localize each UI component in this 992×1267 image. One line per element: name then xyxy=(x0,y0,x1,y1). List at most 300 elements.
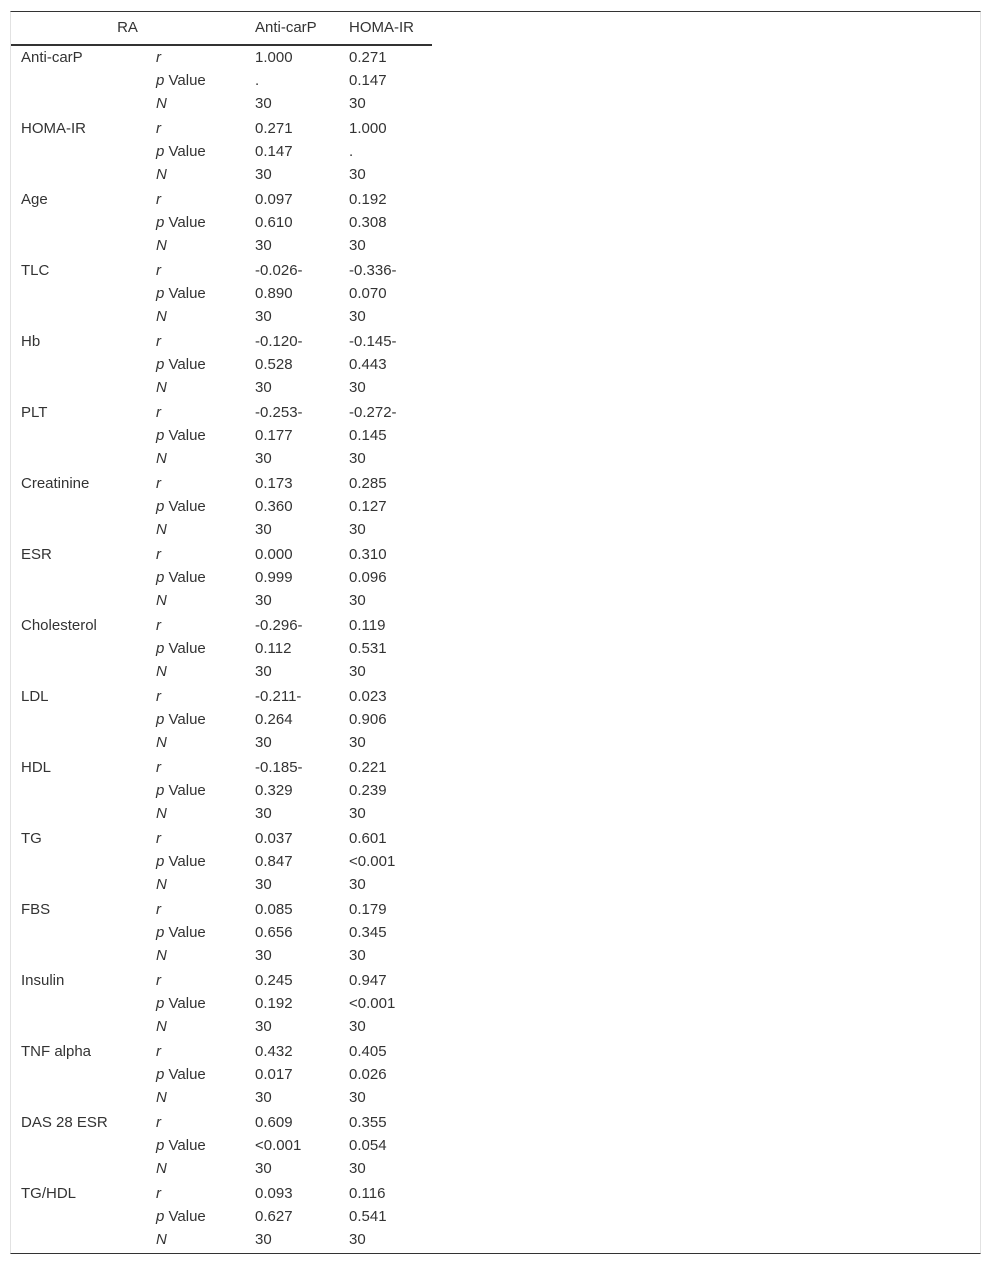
stat-label xyxy=(156,1040,161,1063)
homa-ir-value: 30 xyxy=(349,1018,366,1035)
stat-label xyxy=(156,69,206,92)
table-row xyxy=(11,969,980,992)
variable-group xyxy=(11,330,980,401)
table-row xyxy=(11,447,980,470)
homa-ir-value: 0.405 xyxy=(349,1043,387,1060)
table-body xyxy=(11,46,980,1253)
header-ra: RA xyxy=(117,19,138,36)
anti-carp-value: 0.192 xyxy=(255,995,293,1012)
table-row xyxy=(11,802,980,825)
homa-ir-value: <0.001 xyxy=(349,995,396,1012)
homa-ir-value: 30 xyxy=(349,1231,366,1248)
stat-p-label: p xyxy=(156,995,165,1012)
stat-p-suffix: Value xyxy=(164,1208,206,1225)
anti-carp-value: 0.037 xyxy=(255,830,293,847)
homa-ir-value: -0.272- xyxy=(349,404,397,421)
anti-carp-value: . xyxy=(255,72,260,89)
stat-r-label: r xyxy=(156,475,161,492)
table-row xyxy=(11,424,980,447)
stat-n-label: N xyxy=(156,805,167,822)
table-row xyxy=(11,637,980,660)
anti-carp-value: 0.656 xyxy=(255,924,293,941)
homa-ir-value: 0.070 xyxy=(349,285,387,302)
anti-carp-value: 0.097 xyxy=(255,191,293,208)
homa-ir-value: 0.308 xyxy=(349,214,387,231)
stat-label xyxy=(156,401,161,424)
stat-n-label: N xyxy=(156,237,167,254)
anti-carp-value: 0.432 xyxy=(255,1043,293,1060)
homa-ir-value: 30 xyxy=(349,308,366,325)
stat-p-suffix: Value xyxy=(164,143,206,160)
stat-label xyxy=(156,1063,206,1086)
anti-carp-value: 0.173 xyxy=(255,475,293,492)
anti-carp-value: 1.000 xyxy=(255,49,293,66)
table-row xyxy=(11,305,980,328)
stat-p-label: p xyxy=(156,711,165,728)
table-row xyxy=(11,1228,980,1251)
variable-group xyxy=(11,898,980,969)
stat-p-label: p xyxy=(156,569,165,586)
homa-ir-value: 0.443 xyxy=(349,356,387,373)
homa-ir-value: 30 xyxy=(349,947,366,964)
anti-carp-value: 30 xyxy=(255,734,272,751)
stat-n-label: N xyxy=(156,379,167,396)
stat-r-label: r xyxy=(156,262,161,279)
stat-label xyxy=(156,589,167,612)
variable-group xyxy=(11,117,980,188)
homa-ir-value: 0.179 xyxy=(349,901,387,918)
variable-name: Anti-carP xyxy=(21,49,83,66)
anti-carp-value: 0.847 xyxy=(255,853,293,870)
stat-p-suffix: Value xyxy=(164,569,206,586)
homa-ir-value: 30 xyxy=(349,521,366,538)
stat-label xyxy=(156,827,161,850)
table-row xyxy=(11,921,980,944)
homa-ir-value: <0.001 xyxy=(349,853,396,870)
table-row xyxy=(11,211,980,234)
stat-label xyxy=(156,1205,206,1228)
stat-label xyxy=(156,850,206,873)
anti-carp-value: 0.890 xyxy=(255,285,293,302)
stat-label xyxy=(156,330,161,353)
anti-carp-value: 0.093 xyxy=(255,1185,293,1202)
homa-ir-value: 0.531 xyxy=(349,640,387,657)
table-row xyxy=(11,353,980,376)
anti-carp-value: 30 xyxy=(255,1160,272,1177)
anti-carp-value: 30 xyxy=(255,1018,272,1035)
stat-p-suffix: Value xyxy=(164,356,206,373)
anti-carp-value: 30 xyxy=(255,876,272,893)
anti-carp-value: 30 xyxy=(255,237,272,254)
table-row xyxy=(11,518,980,541)
variable-group xyxy=(11,188,980,259)
variable-name: TLC xyxy=(21,262,50,279)
homa-ir-value: 0.119 xyxy=(349,617,386,634)
anti-carp-value: -0.026- xyxy=(255,262,303,279)
stat-label xyxy=(156,1228,167,1251)
anti-carp-value: <0.001 xyxy=(255,1137,302,1154)
homa-ir-value: 0.906 xyxy=(349,711,387,728)
correlation-table xyxy=(10,11,981,1254)
stat-r-label: r xyxy=(156,120,161,137)
stat-p-label: p xyxy=(156,285,165,302)
stat-p-label: p xyxy=(156,853,165,870)
stat-label xyxy=(156,92,167,115)
table-row xyxy=(11,472,980,495)
homa-ir-value: 0.026 xyxy=(349,1066,387,1083)
stat-r-label: r xyxy=(156,546,161,563)
stat-p-label: p xyxy=(156,782,165,799)
table-row xyxy=(11,163,980,186)
stat-label xyxy=(156,685,161,708)
homa-ir-value: -0.145- xyxy=(349,333,397,350)
table-row xyxy=(11,827,980,850)
stat-p-label: p xyxy=(156,72,165,89)
stat-p-suffix: Value xyxy=(164,72,206,89)
homa-ir-value: 0.947 xyxy=(349,972,387,989)
variable-group xyxy=(11,1111,980,1182)
table-row xyxy=(11,1205,980,1228)
anti-carp-value: 0.610 xyxy=(255,214,293,231)
variable-group xyxy=(11,472,980,543)
homa-ir-value: 0.116 xyxy=(349,1185,386,1202)
stat-r-label: r xyxy=(156,617,161,634)
stat-label xyxy=(156,259,161,282)
homa-ir-value: 30 xyxy=(349,805,366,822)
stat-label xyxy=(156,46,161,69)
stat-p-label: p xyxy=(156,143,165,160)
anti-carp-value: 30 xyxy=(255,379,272,396)
homa-ir-value: 30 xyxy=(349,237,366,254)
homa-ir-value: 0.601 xyxy=(349,830,387,847)
anti-carp-value: 0.271 xyxy=(255,120,293,137)
stat-r-label: r xyxy=(156,191,161,208)
homa-ir-value: 0.054 xyxy=(349,1137,387,1154)
table-row xyxy=(11,779,980,802)
stat-label xyxy=(156,1111,161,1134)
table-row xyxy=(11,259,980,282)
variable-name: ESR xyxy=(21,546,52,563)
variable-name: TG/HDL xyxy=(21,1185,77,1202)
anti-carp-value: 0.245 xyxy=(255,972,293,989)
anti-carp-value: 0.000 xyxy=(255,546,293,563)
stat-r-label: r xyxy=(156,49,161,66)
stat-label xyxy=(156,305,167,328)
homa-ir-value: 0.239 xyxy=(349,782,387,799)
homa-ir-value: 0.023 xyxy=(349,688,387,705)
stat-p-suffix: Value xyxy=(164,782,206,799)
stat-r-label: r xyxy=(156,830,161,847)
anti-carp-value: 30 xyxy=(255,805,272,822)
anti-carp-value: 0.017 xyxy=(255,1066,293,1083)
table-row xyxy=(11,660,980,683)
homa-ir-value: 30 xyxy=(349,592,366,609)
stat-label xyxy=(156,944,167,967)
stat-label xyxy=(156,898,161,921)
stat-n-label: N xyxy=(156,592,167,609)
table-row xyxy=(11,566,980,589)
stat-n-label: N xyxy=(156,1018,167,1035)
stat-p-label: p xyxy=(156,1137,165,1154)
table-row xyxy=(11,543,980,566)
table-row xyxy=(11,117,980,140)
stat-n-label: N xyxy=(156,734,167,751)
homa-ir-value: 0.145 xyxy=(349,427,387,444)
stat-p-suffix: Value xyxy=(164,924,206,941)
header-homa-ir: HOMA-IR xyxy=(349,19,414,36)
variable-group xyxy=(11,969,980,1040)
homa-ir-value: 0.285 xyxy=(349,475,387,492)
stat-n-label: N xyxy=(156,166,167,183)
homa-ir-value: 1.000 xyxy=(349,120,387,137)
stat-p-suffix: Value xyxy=(164,995,206,1012)
table-row xyxy=(11,756,980,779)
homa-ir-value: 0.271 xyxy=(349,49,387,66)
variable-name: HDL xyxy=(21,759,52,776)
anti-carp-value: 30 xyxy=(255,1089,272,1106)
table-row xyxy=(11,944,980,967)
homa-ir-value: 30 xyxy=(349,450,366,467)
anti-carp-value: 0.627 xyxy=(255,1208,293,1225)
stat-p-suffix: Value xyxy=(164,214,206,231)
stat-p-label: p xyxy=(156,356,165,373)
homa-ir-value: 0.221 xyxy=(349,759,387,776)
stat-label xyxy=(156,140,206,163)
stat-r-label: r xyxy=(156,404,161,421)
anti-carp-value: 0.177 xyxy=(255,427,293,444)
variable-group xyxy=(11,1040,980,1111)
stat-label xyxy=(156,637,206,660)
variable-name: LDL xyxy=(21,688,49,705)
anti-carp-value: 30 xyxy=(255,450,272,467)
anti-carp-value: 0.609 xyxy=(255,1114,293,1131)
header-anti-carp: Anti-carP xyxy=(255,19,317,36)
homa-ir-value: 0.127 xyxy=(349,498,387,515)
variable-group xyxy=(11,614,980,685)
stat-label xyxy=(156,1182,161,1205)
variable-name: Insulin xyxy=(21,972,65,989)
stat-r-label: r xyxy=(156,333,161,350)
stat-p-suffix: Value xyxy=(164,711,206,728)
anti-carp-value: 0.528 xyxy=(255,356,293,373)
stat-label xyxy=(156,163,167,186)
variable-name: FBS xyxy=(21,901,51,918)
anti-carp-value: 30 xyxy=(255,166,272,183)
table-row xyxy=(11,1157,980,1180)
anti-carp-value: 0.085 xyxy=(255,901,293,918)
stat-label xyxy=(156,472,161,495)
stat-n-label: N xyxy=(156,1231,167,1248)
stat-label xyxy=(156,447,167,470)
stat-r-label: r xyxy=(156,1043,161,1060)
homa-ir-value: 0.096 xyxy=(349,569,387,586)
anti-carp-value: 30 xyxy=(255,663,272,680)
stat-p-label: p xyxy=(156,214,165,231)
stat-p-suffix: Value xyxy=(164,1066,206,1083)
table-row xyxy=(11,234,980,257)
anti-carp-value: -0.120- xyxy=(255,333,303,350)
table-row xyxy=(11,1182,980,1205)
stat-n-label: N xyxy=(156,876,167,893)
table-row xyxy=(11,589,980,612)
stat-label xyxy=(156,117,161,140)
variable-name: Cholesterol xyxy=(21,617,97,634)
homa-ir-value: 30 xyxy=(349,734,366,751)
stat-label xyxy=(156,756,161,779)
stat-label xyxy=(156,969,161,992)
table-row xyxy=(11,992,980,1015)
variable-group xyxy=(11,1182,980,1253)
homa-ir-value: 0.147 xyxy=(349,72,387,89)
table-row xyxy=(11,850,980,873)
table-header xyxy=(11,12,432,46)
stat-label xyxy=(156,1086,167,1109)
anti-carp-value: -0.185- xyxy=(255,759,303,776)
variable-group xyxy=(11,827,980,898)
variable-name: Creatinine xyxy=(21,475,90,492)
stat-n-label: N xyxy=(156,95,167,112)
stat-label xyxy=(156,566,206,589)
anti-carp-value: -0.253- xyxy=(255,404,303,421)
table-row xyxy=(11,69,980,92)
anti-carp-value: 0.264 xyxy=(255,711,293,728)
stat-label xyxy=(156,1015,167,1038)
table-row xyxy=(11,731,980,754)
table-row xyxy=(11,376,980,399)
stat-label xyxy=(156,660,167,683)
table-row xyxy=(11,1111,980,1134)
variable-name: TG xyxy=(21,830,42,847)
table-row xyxy=(11,873,980,896)
stat-label xyxy=(156,353,206,376)
stat-label xyxy=(156,992,206,1015)
table-row xyxy=(11,495,980,518)
anti-carp-value: 30 xyxy=(255,592,272,609)
variable-group xyxy=(11,46,980,117)
stat-n-label: N xyxy=(156,947,167,964)
variable-group xyxy=(11,259,980,330)
stat-label xyxy=(156,282,206,305)
variable-name: Hb xyxy=(21,333,41,350)
stat-n-label: N xyxy=(156,1089,167,1106)
stat-r-label: r xyxy=(156,759,161,776)
stat-label xyxy=(156,543,161,566)
stat-label xyxy=(156,376,167,399)
table-row xyxy=(11,401,980,424)
anti-carp-value: 30 xyxy=(255,1231,272,1248)
stat-p-suffix: Value xyxy=(164,640,206,657)
stat-r-label: r xyxy=(156,1185,161,1202)
table-row xyxy=(11,898,980,921)
stat-r-label: r xyxy=(156,972,161,989)
stat-p-label: p xyxy=(156,1208,165,1225)
variable-group xyxy=(11,543,980,614)
table-row xyxy=(11,708,980,731)
stat-label xyxy=(156,708,206,731)
variable-name: DAS 28 ESR xyxy=(21,1114,108,1131)
stat-p-suffix: Value xyxy=(164,498,206,515)
variable-name: Age xyxy=(21,191,48,208)
homa-ir-value: 30 xyxy=(349,663,366,680)
anti-carp-value: 0.112 xyxy=(255,640,292,657)
homa-ir-value: . xyxy=(349,143,354,160)
table-row xyxy=(11,140,980,163)
stat-p-suffix: Value xyxy=(164,285,206,302)
stat-r-label: r xyxy=(156,688,161,705)
stat-n-label: N xyxy=(156,308,167,325)
stat-p-label: p xyxy=(156,498,165,515)
variable-name: HOMA-IR xyxy=(21,120,86,137)
anti-carp-value: 30 xyxy=(255,521,272,538)
table-row xyxy=(11,188,980,211)
variable-group xyxy=(11,756,980,827)
table-row xyxy=(11,1015,980,1038)
homa-ir-value: 30 xyxy=(349,1160,366,1177)
stat-n-label: N xyxy=(156,1160,167,1177)
homa-ir-value: -0.336- xyxy=(349,262,397,279)
homa-ir-value: 0.310 xyxy=(349,546,387,563)
stat-label xyxy=(156,921,206,944)
table-row xyxy=(11,685,980,708)
variable-name: PLT xyxy=(21,404,48,421)
table-row xyxy=(11,92,980,115)
anti-carp-value: 30 xyxy=(255,95,272,112)
stat-p-label: p xyxy=(156,640,165,657)
homa-ir-value: 0.355 xyxy=(349,1114,387,1131)
stat-n-label: N xyxy=(156,521,167,538)
table-row xyxy=(11,1134,980,1157)
stat-r-label: r xyxy=(156,901,161,918)
anti-carp-value: -0.296- xyxy=(255,617,303,634)
variable-name: TNF alpha xyxy=(21,1043,92,1060)
homa-ir-value: 30 xyxy=(349,876,366,893)
stat-p-label: p xyxy=(156,1066,165,1083)
stat-p-suffix: Value xyxy=(164,427,206,444)
table-row xyxy=(11,46,980,69)
homa-ir-value: 30 xyxy=(349,166,366,183)
stat-label xyxy=(156,1134,206,1157)
stat-label xyxy=(156,1157,167,1180)
table-row xyxy=(11,330,980,353)
stat-label xyxy=(156,424,206,447)
stat-p-label: p xyxy=(156,427,165,444)
anti-carp-value: 0.360 xyxy=(255,498,293,515)
stat-n-label: N xyxy=(156,450,167,467)
stat-p-suffix: Value xyxy=(164,853,206,870)
stat-label xyxy=(156,495,206,518)
stat-label xyxy=(156,211,206,234)
stat-label xyxy=(156,779,206,802)
anti-carp-value: 0.329 xyxy=(255,782,293,799)
anti-carp-value: 0.147 xyxy=(255,143,293,160)
homa-ir-value: 30 xyxy=(349,1089,366,1106)
stat-label xyxy=(156,614,161,637)
variable-group xyxy=(11,401,980,472)
table-row xyxy=(11,614,980,637)
anti-carp-value: 30 xyxy=(255,308,272,325)
anti-carp-value: 30 xyxy=(255,947,272,964)
stat-label xyxy=(156,802,167,825)
stat-r-label: r xyxy=(156,1114,161,1131)
stat-label xyxy=(156,873,167,896)
anti-carp-value: -0.211- xyxy=(255,688,302,705)
table-row xyxy=(11,1040,980,1063)
stat-n-label: N xyxy=(156,663,167,680)
table-row xyxy=(11,282,980,305)
table-row xyxy=(11,1063,980,1086)
stat-label xyxy=(156,188,161,211)
stat-label xyxy=(156,234,167,257)
